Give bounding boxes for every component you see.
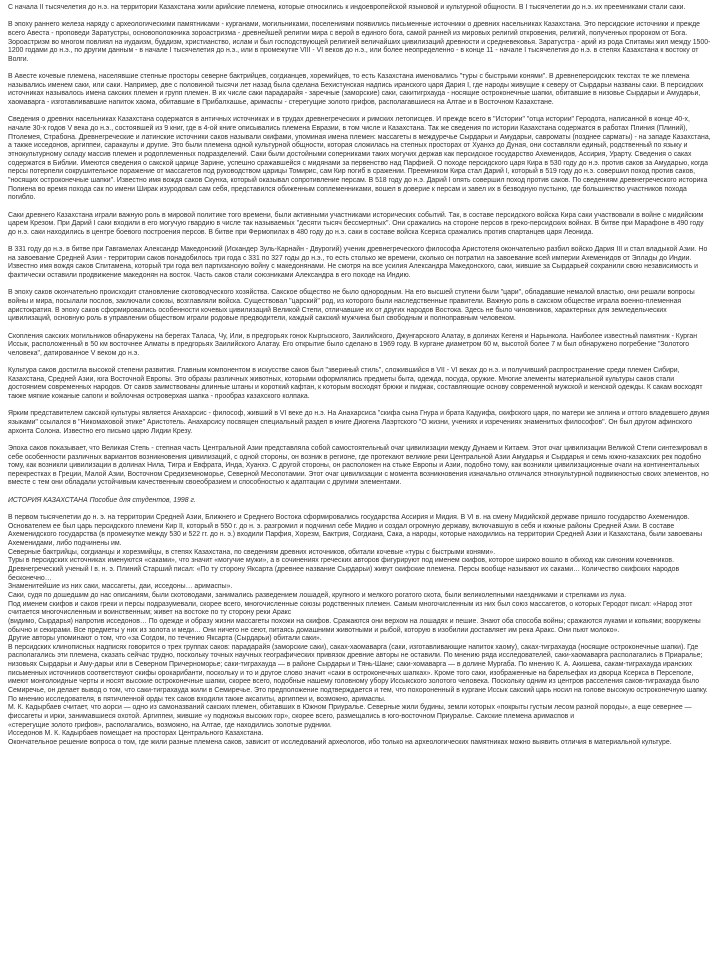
paragraph: В Авесте кочевые племена, населявшие степные просторы северне бактрийцев, согдианцев, хоремийцев, то есть Казахстана именовались "туры с быстрыми конями". В древнеперсидских текстах те же племена назывались именем саки, или саки. Например, две с половиной тысячи лет назад была сделана Бехистунская надпись иранского царя Дария I, где народы живущие к северу от Сырдарьи названы саки. В персидских источниках называлось имена сакских племен и групп племен. В их числе саки парадарайя - заречные (заморские) саки, сакитигрхауда - носящие остроконечные шапки, обитавшие в низовье Сырдарьи и Амударьи, хаомаварга - изготавливавшие напиток хаома, обитавшие в Прибалхашье, аримаспы - стерегущие золото грифов, располагавшиеся на Алтае и в Восточном Казахстане. bbox=[8, 73, 704, 107]
paragraph-line: В персидских клинописных надписях говорится о трех группах саков: парадарайя (заморские саки), саках-хаомаварга (саки, изготавливающие напиток хаому), саках-тиграхауда (носящие остроконечные шапки). Где располагались эти племена, сказать сейчас трудно, поскольку точных научных географических привязок древние авторы не оставили. По мнению ряда исследователей, саки-хаомаварга располагались в Приаралье; низовьях Сырдарьи и Аму-дарьи или в Северном Причерноморье; саки-тиграхауда — в районе Сырдарьи и Тянь-Шане; саки-хомаварга — в долине Мургаба. По мнению К. А. Акишева, сакам-тиграхауда иранских письменных источников соответствуют скифы орокарибанти, поскольку и то и другое слово значит «саки в остроконечных шапках». Кроме того саки, изображенные на барельефах из дворца Ксеркса в Персеполе, имеют монголоидные черты и носят высокие остроконечные шапки, скорее всего, подобные нашему головному убору Иссыкского золотого человека. Поскольку одним из центров расселения саков-тиграхауда было Семиречье, он делает вывод о том, что саки-тиграхауда жили в Семиречье. Это предположение подтверждается и тем, что похороненный в кургане Иссык сакский царь носил на голове высокую остроконечную шапку. По мнению исследователя, в пятичленной орды тех саков входили также аксагиты, аргиппеи и, возможно, аримаспы. bbox=[8, 643, 708, 703]
paragraph: Саки древнего Казахстана играли важную роль в мировой политике того времени, были активными участниками исторических событий. Так, в составе персидского войска Кира саки участвовали в войне с мидийским царем Крезом. При Дарий I саки входили в его могучую гвардию в числе так называемых "десяти тысяч бессмертных". Они сражались на стороне персов в греко-персидских войнах. В битве при Марафоне в 490 году до н.э. саки находились в центре боевого построения персов. В битве при Фермопилах в 480 году до н.э. саки в составе войска Ксеркса сражались против спартанцев царя Леонида. bbox=[8, 211, 704, 236]
paragraph-line: Северные бактрийцы, согдианцы и хорезмийцы, в степях Казахстана, по сведениям древних источников, обитали кочевые «туры с быстрыми конями». bbox=[8, 548, 496, 556]
paragraph-line: Знаменитейшие из них саки, массагеты, даи, исседоны… аримаспы». bbox=[8, 583, 233, 591]
paragraph: Сведения о древних насельниках Казахстана содержатся в античных источниках и в трудах древнегреческих и римских летописцев. И прежде всего в "Истории" "отца истории" Геродота, написанной в конце 40-х, начале 30-х годов V века до н.э., состоявшей из 9 книг, где в 4-ой книге описывались племена Евразии, в том числе и Казахстана. Так же сведения по истории Казахстана содержатся в работах Плиния (Плиний), Птолемея, Страбона. Древнегреческие и латинские источники саков называли скифами, упоминая имена племен: массагеты в междуречье Сырдарьи и Амударьи, савроматы (позднее сарматы) - на западе Казахстана, а также исседонов, аргиппеи, саракаулы и другие. Это были племена одной культурной общности, которая сложилась на степных просторах от Хуанхэ до Дуная, они составляли единый, родственный по языку и этнокультурному складу массив племен и родоплеменных подразделений. Саки были достойными соперниками таких могучих держав как персидское государство Ахеменидов, Ассирия, Урарту. Сведения о саках содержатся в Библии. Имеются сведения о сакской царице Зарине, успешно сражавшейся с мидянами за первенство над Парфией. О походе персидского царя Кира в 530 году до н.э. против саков за Амударью, когда персы потерпели сокрушительное поражение от массагетов под руководством царицы Томирис, сам Кир погиб в сражении. Преемником Кира стал Дарий I, который в 519 году до н.э. совершил поход против саков, "носящих остроконечные шапки". Известно имя вождя саков Скунха, который оказывал сопротивление персам. В 518 году до н.э. Дарий I опять совершил поход против саков. По сведениям древнегреческого историка Полиена во время похода сак по имени Ширак изуродовал сам себя, представился обиженным соплеменниками, вошел в доверие к персам и завел их в безводную пустыню, где большинство участников похода погибло. bbox=[8, 116, 711, 202]
paragraph-line: В первом тысячелетии до н. э. на территории Средней Азии, Ближнего и Среднего Востока сформировались государства Ассирия и Мидия. В VI в. на смену Мидийской державе пришло государство Ахеменидов. Основателем ее был царь персидского племени Кир II, который в 550 г. до н. э. разгромил и подчинил себе Мидию и создал огромную державу, включавшую в себя и южные районы Средней Азии. В составе Ахеменидского государства (в промежутке между 530 и 522 гг. до н. э.) входили Парфия, Хорезм, Бактрия, Согдиана, Сака, а народы, которые находились на территории Средней Азии и Казахстана, были завоеваны Ахеменидами, либо подчинены им. bbox=[8, 513, 703, 547]
paragraph: Эпоха саков показывает, что Великая Степь - степная часть Центральной Азии представляла собой самостоятельный очаг цивилизации между Дунаем и Китаем. Этот очаг цивилизации Великой Степи синтезировал в себе особенности различных вариантов возникновения цивилизаций, с одной стороны, он возник в регионе, где протекают великие реки Центральной Азии Амударья и Сырдарья и семь южно-казахских рек подобно тому, как возникли цивилизации в долинах Нила, Тигра и Евфрата, Инда, Хуанхэ. С другой стороны, он расположен на стыке Европы и Азии, подобно тому, как возникли цивилизационные очаги на континентальных перекрестках в Греции, Малой Азии, Восточном Средиземноморье, Северной Месопотамии. Этот очаг цивилизации с момента возникновения изначально отличался этнокультурной подвижностью своих элементов, но вместе с тем они обладали устойчивым качественным своеобразием и способностью к адаптации с другими элементами. bbox=[8, 444, 709, 487]
paragraph: С начала II тысячелетия до н.э. на территории Казахстана жили арийские племена, которые относились к индоевропейской языковой и культурной общности. В I тысячелетии до н.э. их преемниками стали саки. bbox=[8, 4, 686, 11]
paragraph: В 331 году до н.э. в битве при Гавгамелах Александр Македонский (Искандер Зуль-Карнайн - Двурогий) ученик древнегреческого философа Аристотеля окончательно разбил войско Дария III и стал владыкой Азии. Но на завоевание Средней Азии - территории саков понадобилось три года с 331 по 327 годы до н.э., то есть столько же времени, сколько он потратил на завоевание всей империи Ахеменидов от Эллады до Индии. Известно имя вождя саков Спитамена, который три года вел партизанскую войну с македонянами. Не смотря на все усилия Александра Македонского, саки, жившие за Сырдарьей сохранили свою независимость и фактически оставили продвижение македонян на восток. Часть саков стали союзниками Александра в его походе на Индию. bbox=[8, 246, 708, 280]
paragraph-line: Древнегреческий ученый I в. н. э. Плиний Старший писал: «По ту сторону Яксарта (древнее название Сырдарьи) живут скифские племена. Персы вообще называют их саками… Количество скифских народов бесконечно… bbox=[8, 565, 680, 582]
paragraph: В эпоху саков окончательно происходит становление скотоводческого хозяйства. Сакское общество не было однородным. На его высшей ступени были "цари", обладавшие немалой властью, они решали вопросы войны и мира, посылали послов, заключали союзы, возглавляли войска. Существовал "царский" род, из которого были наследственные правители. Важную роль в сакском обществе играла военно-племенная аристократия. В эпоху саков сформировались особенности кочевых цивилизаций Великой Степи, отличавшие их от других народов Востока. Здесь не было чиновников, характерных для земледельческих цивилизаций, основную роль в управлении обществом играли родовые предводители, каждый сакский мужчина был свободным и полноправным человеком. bbox=[8, 289, 695, 323]
paragraph-line: Туры в персидских источниках именуются «саками», что значит «могучие мужи», а в сочинениях греческих авторов фигурируют под именем скифов, которое широко вошло в обиход как синоним кочевников. bbox=[8, 557, 675, 565]
paragraph-line: Под именем скифов и саков греки и персы подразумевали, скорее всего, многочисленные союзы родственных племен. Самым многочисленным из них был союз массагетов, о которых Геродот писал: «Народ этот считается многочисленным и воинственным; живет на востоке по ту сторону реки Аракс bbox=[8, 600, 693, 617]
paragraph: Ярким представителем сакской культуры является Анахарсис - философ, живший в VI веке до н.э. На Анахарсиса "скифа сына Гнура и брата Кадуифа, скифского царя, по матери же эллина и оттого владевшего двумя языками" ссылался в "Никомаховой этике" Аристотель. Анахарсису посвящен специальный раздел в книге Диогена Лаэртского "О жизни, учениях и изречениях знаменитых философов". Он был другом афинского архонта Солона. Известно его письмо царю Лидии Крезу. bbox=[8, 410, 710, 435]
paragraph-line: Исседонов М. К. Кадырбаев помещает на просторах Центрального Казахстана. bbox=[8, 730, 264, 738]
paragraph-line: (видимо, Сырдарья) напротив исседонов… По одежде и образу жизни массагеты похожи на скифов. Сражаются они верхом на лошадях и пешие. Знают оба способа войны; сражаются луками и копьями; вооружены обычно и секирами. Все предметы у них из золота и меди… Они ничего не сеют, питаясь домашними животными и рыбой, которую в изобилии доставляет им река Аракс. Они пьют молоко». bbox=[8, 617, 701, 634]
paragraph-line: «стерегущие золото грифов», располагались, возможно, на Алтае, где находились золотые рудники. bbox=[8, 721, 332, 729]
paragraph: Культура саков достигла высокой степени развития. Главным компонентом в искусстве саков был "звериный стиль", сложившийся в VII - VI веках до н.э. и получивший распространение среди племен Сибири, Казахстана, Средней Азии, юга Восточной Европы. Это образы различных животных, которыми оформлялись предметы быта, одежда, посуда, оружие. Многие элементы материальной культуры саков стали достоянием современных народов. От саков заимствованы длинные штаны и короткий кафтан, к которым восходят брюки и пиджак, составляющие основу современной мужской и женской одежды. К сакам восходят также мягкие кожаные сапоги и войлочная островерхая шапка - прообраз казахского колпака. bbox=[8, 367, 703, 401]
paragraph-line: Саки, судя по дошедшим до нас описаниям, были скотоводами, занимались разведением лошадей, крупного и мелкого рогатого скота, были великолепными наездниками и стрелками из лука. bbox=[8, 591, 627, 599]
paragraph: Скопления сакских могильников обнаружены на берегах Таласа, Чу, Или, в предгорьях гонок Кыргызского, Заилийского, Джунгарского Алатау, в долинах Кегеня и Нарынкола. Наиболее известный памятник - Курган Иссык, расположенный в 50 км восточнее Алматы в предгорьях Заилийского Алатау. Его открытие было сделано в 1969 году. В кургане диаметром 60 м, высотой более 7 м был обнаружено погребение "Золотого человека", датированное V веком до н.э. bbox=[8, 332, 698, 357]
source-citation: ИСТОРИЯ КАЗАХСТАНА Пособие для студентов, 1998 г. bbox=[8, 496, 196, 504]
paragraph: В эпоху раннего железа наряду с археологическими памятниками - курганами, могильниками, поселениями появились письменные источники о древних насельниках Казахстана. Это персидские источники и прежде всего Авеста - проповеди Заратустры, основоположника зороастризма - древнейшей религии мира с верой в единого бога, самой ранней из мировых религий откровения, религий, полученных пророком от Бога. Зороастризм во многом повлиял на иудаизм, буддизм, христианство, ислам и был господствующей религией величайших цивилизаций древности и средневековья. Заратустра - арий из рода Спитамы жил между 1500-1200 годами до н.э., по другим данным - в начале I тысячелетия до н.э., или в промежутке VIII - VI веков до н.э., или более неопределенно - в конце 11 - начале I тысячелетия до н.э. в степях Казахстана к востоку от Волги. bbox=[8, 21, 711, 63]
paragraph-line: Окончательное решение вопроса о том, где жили разные племена саков, зависит от исследований археологов, ибо только на археологических памятниках можно выявить отличия в материальной культуре. bbox=[8, 739, 672, 747]
paragraph-line: Другие авторы упоминают о том, что «за Согдом, по течению Яксарта (Сырдарьи) обитали саки». bbox=[8, 635, 322, 643]
paragraph-line: М. К. Кадырбаев считает, что аорси — одно из самоназваний сакских племен, обитавших в Южном Приуралье. Северные жили будины, земли которых «покрыты густым лесом разной породы», а еще севернее — фиссагеты и ирки, занимавшиеся охотой. Аргиппеи, жившие «у подножья высоких гор», скорее всего, размещались в юго-восточном Приуралье. Сакские племена аримаспов и bbox=[8, 704, 692, 721]
